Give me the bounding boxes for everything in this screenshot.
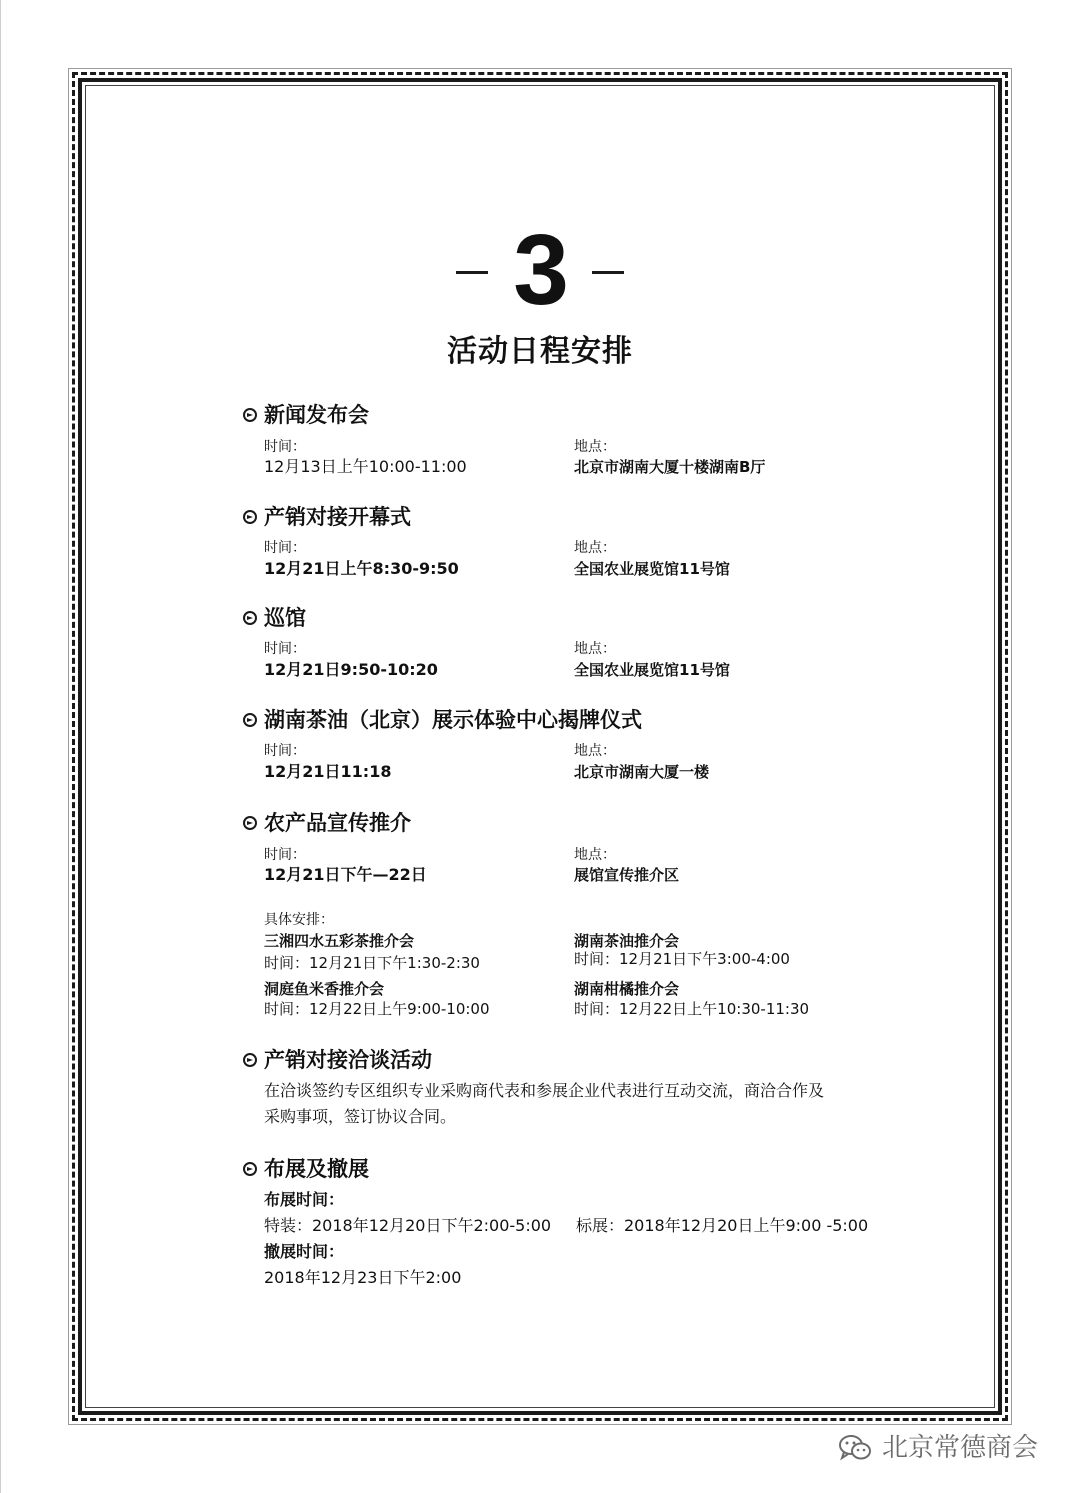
event-place: 展馆宣传推介区 [574, 866, 680, 884]
bullet-arrow-icon [243, 408, 257, 422]
event-time: 12月21日下午—22日 [264, 865, 427, 884]
bullet-arrow-icon [243, 816, 257, 830]
negotiation-text: 在洽谈签约专区组织专业采购商代表和参展企业代表进行互动交流，商洽合作及采购事项，签订协议合同。 [264, 1081, 825, 1126]
section-number: 3 [513, 214, 567, 326]
setup-time-label: 布展时间： [264, 1190, 345, 1209]
event-time: 12月21日11:18 [264, 762, 392, 781]
wechat-icon [838, 1434, 872, 1462]
setup-special: 特装：2018年12月20日下午2:00-5:00 [264, 1216, 552, 1235]
place-label: 地点： [574, 743, 616, 759]
section-title: 产销对接洽谈活动 [264, 1048, 432, 1072]
promotion-item-time: 时间：12月21日下午3:00-4:00 [574, 950, 790, 968]
event-title: 湖南茶油（北京）展示体验中心揭牌仪式 [264, 708, 642, 732]
bullet-arrow-icon [243, 1053, 257, 1067]
event-title: 巡馆 [264, 606, 306, 630]
page-title: 活动日程安排 [447, 334, 633, 369]
event-title: 新闻发布会 [264, 403, 369, 427]
time-label: 时间： [264, 847, 306, 863]
event-place: 全国农业展览馆11号馆 [574, 661, 730, 679]
bullet-arrow-icon [243, 1162, 257, 1176]
event-place: 北京市湖南大厦一楼 [574, 763, 710, 781]
place-label: 地点： [574, 540, 616, 556]
section-title: 布展及撤展 [264, 1157, 369, 1181]
promotion-item-name: 湖南柑橘推介会 [574, 980, 680, 998]
event-place: 全国农业展览馆11号馆 [574, 560, 730, 578]
bullet-arrow-icon [243, 611, 257, 625]
event-time: 12月13日上午10:00-11:00 [264, 457, 467, 476]
event-title: 农产品宣传推介 [264, 811, 411, 835]
event-title: 产销对接开幕式 [264, 505, 411, 529]
time-label: 时间： [264, 540, 306, 556]
teardown-time: 2018年12月23日下午2:00 [264, 1268, 462, 1287]
place-label: 地点： [574, 847, 616, 863]
promotion-item-name: 湖南茶油推介会 [574, 932, 680, 950]
promotion-label: 具体安排： [264, 912, 334, 928]
promotion-item-name: 三湘四水五彩茶推介会 [264, 932, 415, 950]
time-label: 时间： [264, 743, 306, 759]
teardown-time-label: 撤展时间： [264, 1242, 345, 1261]
place-label: 地点： [574, 641, 616, 657]
bullet-arrow-icon [243, 713, 257, 727]
promotion-item-time: 时间：12月22日上午10:30-11:30 [574, 1000, 810, 1018]
event-time: 12月21日上午8:30-9:50 [264, 559, 459, 578]
promotion-item-time: 时间：12月21日下午1:30-2:30 [264, 954, 480, 972]
place-label: 地点： [574, 439, 616, 455]
bullet-arrow-icon [243, 510, 257, 524]
promotion-item-time: 时间：12月22日上午9:00-10:00 [264, 1000, 490, 1018]
time-label: 时间： [264, 641, 306, 657]
promotion-item-name: 洞庭鱼米香推介会 [264, 980, 385, 998]
title-dash-right [592, 271, 624, 274]
time-label: 时间： [264, 439, 306, 455]
setup-standard: 标展：2018年12月20日上午9:00 -5:00 [576, 1216, 869, 1235]
event-time: 12月21日9:50-10:20 [264, 660, 438, 679]
event-place: 北京市湖南大厦十楼湖南B厅 [574, 458, 766, 476]
watermark-text: 北京常德商会 [882, 1433, 1039, 1463]
